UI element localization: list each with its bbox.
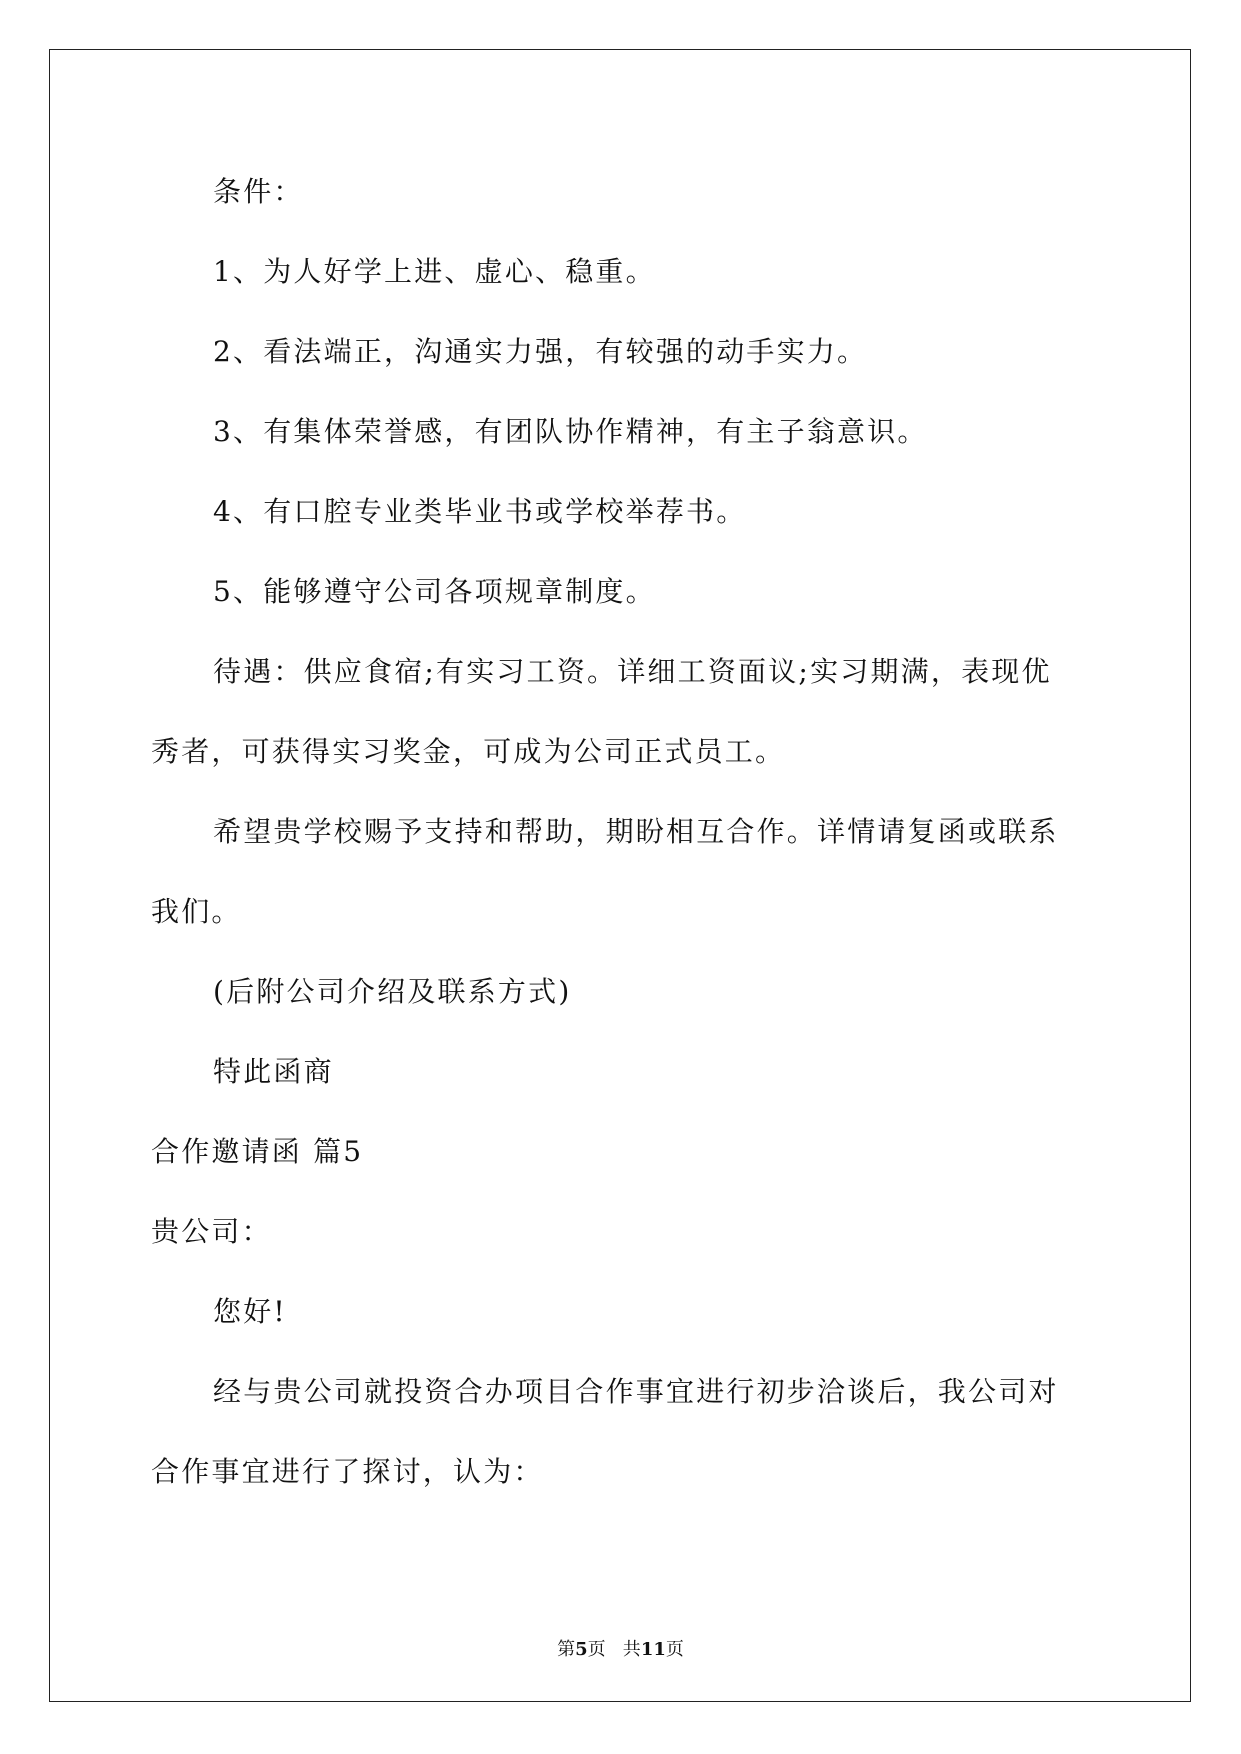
total-page-number: 11 [640,1639,666,1660]
footer-prefix: 第 [557,1639,576,1660]
footer-suffix: 页 [665,1639,684,1660]
salutation: 贵公司： [151,1215,272,1248]
current-page-number: 5 [575,1639,588,1660]
text-line: 5、能够遵守公司各项规章制度。 [213,575,656,608]
text-line: 特此函商 [213,1055,334,1088]
text-line: (后附公司介绍及联系方式) [213,975,572,1008]
text-line: 1、为人好学上进、虚心、稳重。 [213,255,656,288]
text-line: 合作事宜进行了探讨，认为： [151,1455,544,1488]
text-line: 4、有口腔专业类毕业书或学校举荐书。 [213,495,747,528]
text-line: 我们。 [151,895,242,928]
text-line: 3、有集体荣誉感，有团队协作精神，有主子翁意识。 [213,415,928,448]
text-line: 2、看法端正，沟通实力强，有较强的动手实力。 [213,335,868,368]
text-line: 秀者，可获得实习奖金，可成为公司正式员工。 [151,735,786,768]
text-line: 待遇：供应食宿;有实习工资。详细工资面议;实习期满，表现优 [213,655,1052,688]
text-line: 希望贵学校赐予支持和帮助，期盼相互合作。详情请复函或联系 [213,815,1059,848]
text-line: 条件： [213,175,304,208]
greeting: 您好! [213,1295,287,1328]
section-heading: 合作邀请函 篇5 [151,1135,364,1168]
page-footer [0,1638,1241,1662]
text-line: 经与贵公司就投资合办项目合作事宜进行初步洽谈后，我公司对 [213,1375,1059,1408]
footer-mid: 页 共 [587,1639,641,1660]
